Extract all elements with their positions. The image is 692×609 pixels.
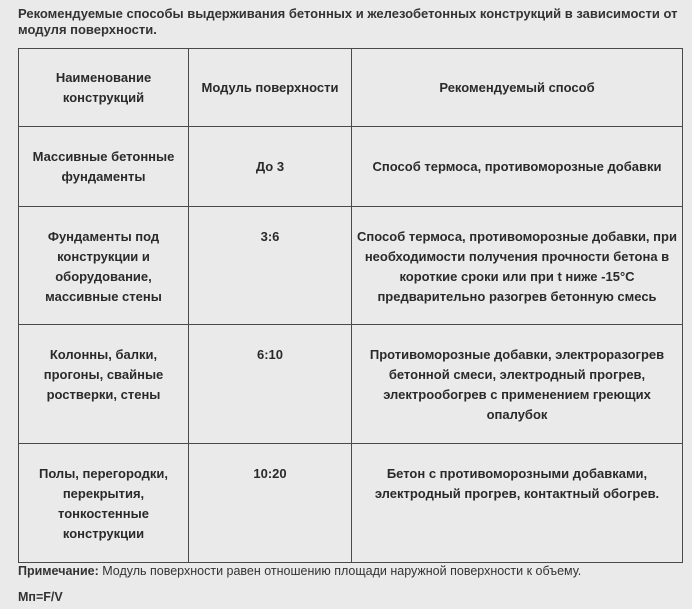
cell-surface-modulus: 3:6	[189, 207, 352, 325]
note-label: Примечание:	[18, 564, 99, 578]
cell-recommended-method: Способ термоса, противоморозные добавки, при необходимости получения прочности бетона в короткие сроки или при t ниже -15°С предварительно разогрев бетонную смесь	[352, 207, 683, 325]
table-note	[18, 563, 581, 579]
note-text: Модуль поверхности равен отношению площади наружной поверхности к объему.	[98, 564, 582, 578]
cell-construction-name: Массивные бетонные фундаменты	[19, 127, 189, 207]
cell-recommended-method: Способ термоса, противоморозные добавки	[352, 127, 683, 207]
header-surface-modulus: Модуль поверхности	[189, 49, 352, 127]
table-row	[19, 207, 683, 325]
cell-construction-name: Фундаменты под конструкции и оборудование, массивные стены	[19, 207, 189, 325]
table-header-row	[19, 49, 683, 127]
curing-methods-table	[18, 48, 683, 563]
table-row	[19, 127, 683, 207]
intro-text: Рекомендуемые способы выдерживания бетонных и железобетонных конструкций в зависимости от модуля поверхности.	[18, 6, 678, 37]
cell-construction-name: Колонны, балки, прогоны, свайные ростверки, стены	[19, 325, 189, 444]
cell-construction-name: Полы, перегородки, перекрытия, тонкостенные конструкции	[19, 444, 189, 563]
cell-recommended-method: Бетон с противоморозными добавками, электродный прогрев, контактный обогрев.	[352, 444, 683, 563]
cell-surface-modulus: 10:20	[189, 444, 352, 563]
table-row	[19, 444, 683, 563]
table-row	[19, 325, 683, 444]
cell-surface-modulus: 6:10	[189, 325, 352, 444]
cell-recommended-method: Противоморозные добавки, электроразогрев бетонной смеси, электродный прогрев, электрообогрев с применением греющих опалубок	[352, 325, 683, 444]
surface-modulus-formula: Мп=F/V	[18, 590, 63, 604]
cell-surface-modulus: До 3	[189, 127, 352, 207]
header-construction-name: Наименование конструкций	[19, 49, 189, 127]
header-recommended-method: Рекомендуемый способ	[352, 49, 683, 127]
